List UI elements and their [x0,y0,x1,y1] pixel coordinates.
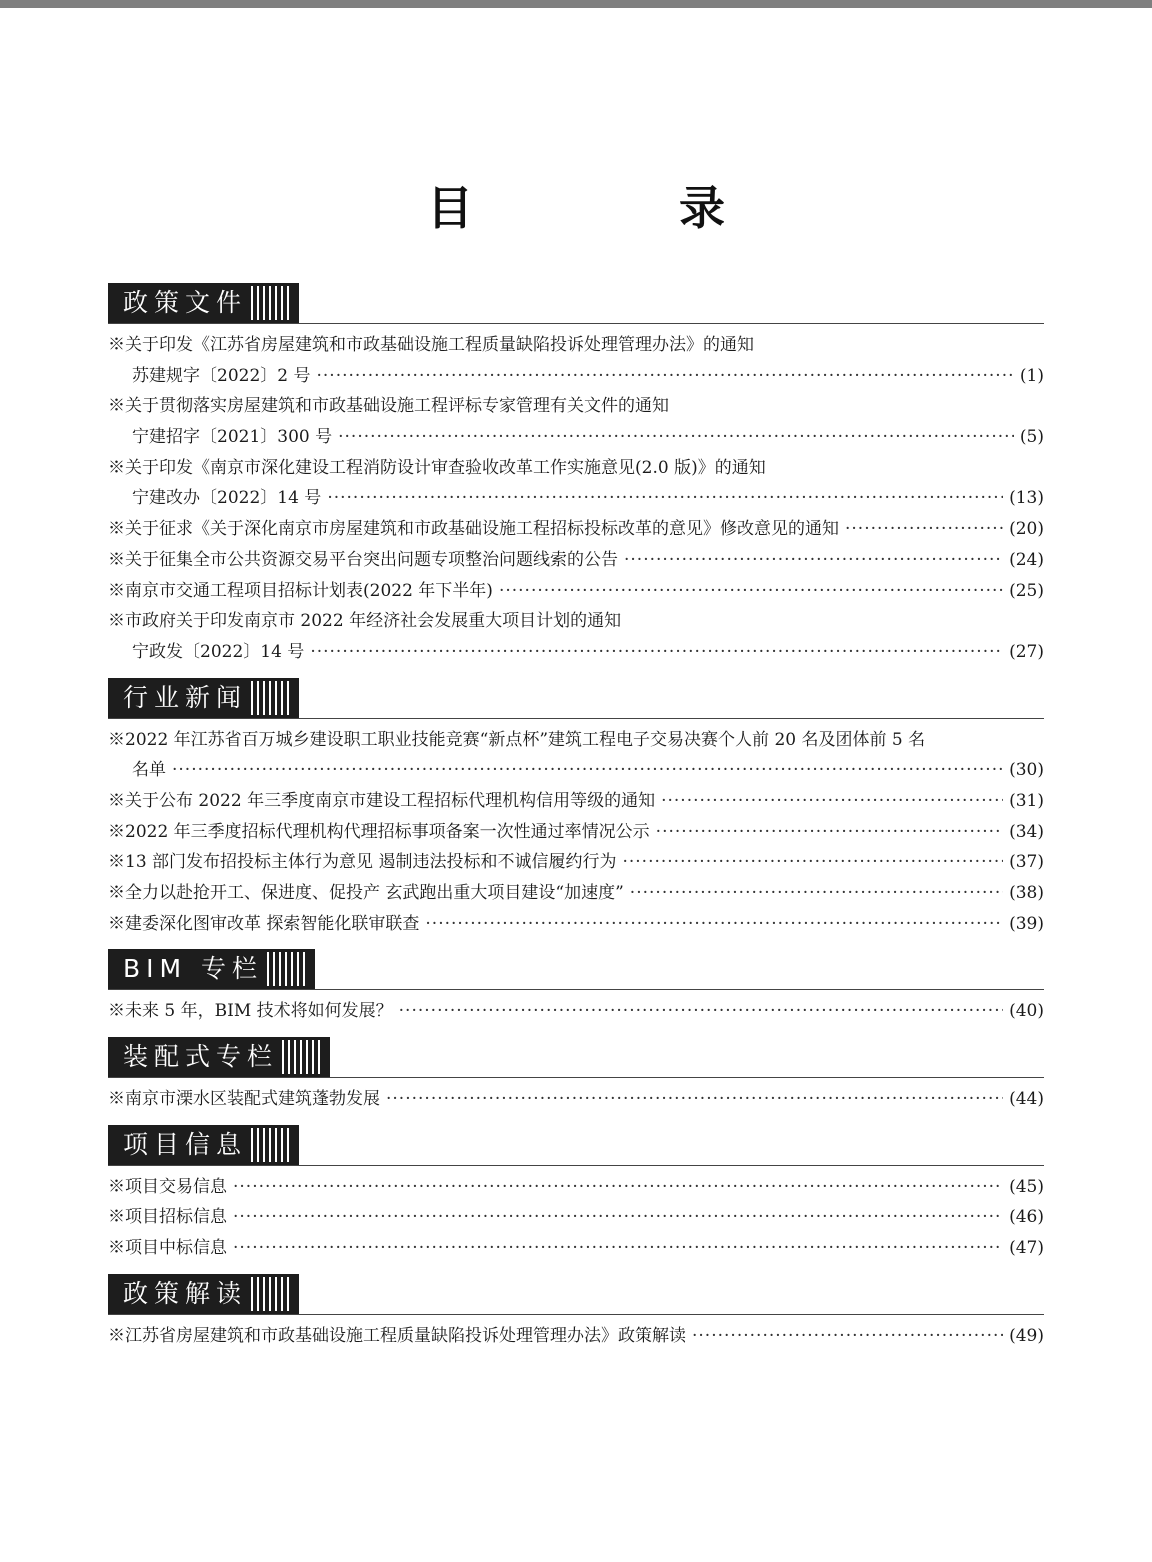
dot-leader [622,847,1003,878]
dot-leader [499,576,1003,607]
entry-title: ※建委深化图审改革 探索智能化联审联查 [108,913,420,934]
entry-title: ※2022 年江苏省百万城乡建设职工职业技能竞赛“新点杯”建筑工程电子交易决赛个人前 20 名及团体前 5 名 [108,729,926,750]
dot-leader [316,361,1013,392]
toc-section [108,1274,1044,1352]
toc-entry[interactable] [108,606,1044,667]
entry-subtitle: 宁建招字〔2021〕300 号 [132,427,333,448]
section-label [108,1274,299,1314]
entry-title: ※江苏省房屋建筑和市政基础设施工程质量缺陷投诉处理管理办法》政策解读 [108,1325,686,1346]
entry-title: ※关于征求《关于深化南京市房屋建筑和市政基础设施工程招标投标改革的意见》修改意见的通知 [108,519,839,540]
dot-leader [233,1202,1003,1233]
section-label-text: 项目信息 [123,1129,248,1159]
stripe-decoration-icon [267,952,307,986]
section-label-text: 政策文件 [123,288,248,317]
table-of-contents [108,283,1044,1352]
dot-leader [630,878,1003,909]
entry-title: ※关于印发《江苏省房屋建筑和市政基础设施工程质量缺陷投诉处理管理办法》的通知 [108,335,754,355]
toc-entry[interactable] [108,1233,1044,1264]
section-header [108,1125,1044,1166]
toc-entry[interactable] [108,545,1044,576]
entry-title: ※13 部门发布招投标主体行为意见 遏制违法投标和不诚信履约行为 [108,852,617,873]
section-label-text: BIM 专栏 [123,954,264,984]
entry-title: ※关于公布 2022 年三季度南京市建设工程招标代理机构信用等级的通知 [108,790,656,811]
toc-section [108,949,1044,1027]
toc-entry[interactable] [108,1321,1044,1352]
toc-entry[interactable] [108,909,1044,940]
page-number: (39) [1009,913,1044,934]
toc-entry[interactable] [108,453,1044,514]
toc-section [108,283,1044,668]
page-number: (5) [1019,427,1044,448]
section-label-text: 行业新闻 [123,682,248,712]
page-number: (27) [1009,641,1044,662]
toc-entry[interactable] [108,847,1044,878]
toc-entry[interactable] [108,1202,1044,1233]
entry-title: ※南京市溧水区装配式建筑蓬勃发展 [108,1089,380,1110]
dot-leader [233,1172,1003,1203]
page-number: (34) [1009,821,1044,842]
entry-title: ※项目交易信息 [108,1176,227,1197]
toc-entry[interactable] [108,391,1044,452]
page-number: (31) [1009,790,1044,811]
page-number: (40) [1009,1001,1044,1022]
page-number: (44) [1009,1089,1044,1110]
section-label [108,1125,299,1165]
stripe-decoration-icon [282,1040,322,1074]
dot-leader [386,1084,1003,1115]
entry-subtitle: 苏建规字〔2022〕2 号 [132,365,311,386]
toc-entry[interactable] [108,330,1044,391]
toc-entry[interactable] [108,725,1044,786]
entry-title: ※2022 年三季度招标代理机构代理招标事项备案一次性通过率情况公示 [108,821,650,842]
stripe-decoration-icon [251,1277,291,1311]
section-header [108,283,1044,324]
entry-title: ※项目中标信息 [108,1238,227,1259]
entry-title: ※关于征集全市公共资源交易平台突出问题专项整治问题线索的公告 [108,549,618,570]
toc-entry[interactable] [108,786,1044,817]
section-label-text: 政策解读 [123,1278,248,1308]
page-number: (24) [1009,549,1044,570]
entry-title: ※未来 5 年，BIM 技术将如何发展？ [108,1001,393,1022]
dot-leader [172,755,1003,786]
entry-title: ※南京市交通工程项目招标计划表(2022 年下半年) [108,580,493,601]
dot-leader [338,422,1014,453]
dot-leader [692,1321,1003,1352]
section-label [108,949,315,989]
toc-entry[interactable] [108,576,1044,607]
page-number: (47) [1009,1238,1044,1259]
entry-subtitle: 宁政发〔2022〕14 号 [132,641,305,662]
section-label [108,1037,330,1077]
entry-title: ※全力以赴抢开工、保进度、促投产 玄武跑出重大项目建设“加速度” [108,883,624,903]
entry-title: ※市政府关于印发南京市 2022 年经济社会发展重大项目计划的通知 [108,611,622,632]
page-number: (1) [1019,365,1044,386]
entry-subtitle: 宁建改办〔2022〕14 号 [132,488,322,509]
toc-entry[interactable] [108,1084,1044,1115]
toc-section [108,1037,1044,1115]
toc-section [108,1125,1044,1264]
toc-entry[interactable] [108,1172,1044,1203]
page-number: (20) [1009,519,1044,540]
dot-leader [327,483,1003,514]
stripe-decoration-icon [251,681,291,715]
page-number: (46) [1009,1207,1044,1228]
section-header [108,949,1044,990]
page-number: (45) [1009,1176,1044,1197]
section-label [108,283,299,323]
dot-leader [661,786,1003,817]
dot-leader [624,545,1003,576]
page-number: (30) [1009,760,1044,781]
section-label [108,678,299,718]
page-number: (25) [1009,580,1044,601]
dot-leader [310,637,1003,668]
page-title: 目 录 [427,181,805,235]
entry-subtitle: 名单 [132,760,166,781]
section-label-text: 装配式专栏 [123,1042,279,1072]
dot-leader [656,817,1003,848]
page-number: (37) [1009,852,1044,873]
section-header [108,1037,1044,1078]
page-number: (38) [1009,883,1044,903]
toc-entry[interactable] [108,878,1044,909]
toc-entry[interactable] [108,817,1044,848]
stripe-decoration-icon [251,1128,291,1162]
top-border-bar [0,0,1152,8]
toc-section [108,678,1044,940]
section-header [108,1274,1044,1315]
dot-leader [425,909,1003,940]
dot-leader [399,996,1003,1027]
dot-leader [233,1233,1003,1264]
toc-entry[interactable] [108,996,1044,1027]
page-number: (13) [1009,488,1044,509]
toc-entry[interactable] [108,514,1044,545]
entry-title: ※关于印发《南京市深化建设工程消防设计审查验收改革工作实施意见(2.0 版)》的通知 [108,457,766,478]
page-number: (49) [1009,1325,1044,1346]
entry-title: ※关于贯彻落实房屋建筑和市政基础设施工程评标专家管理有关文件的通知 [108,396,669,417]
section-header [108,678,1044,719]
stripe-decoration-icon [251,286,291,320]
dot-leader [845,514,1003,545]
entry-title: ※项目招标信息 [108,1207,227,1228]
